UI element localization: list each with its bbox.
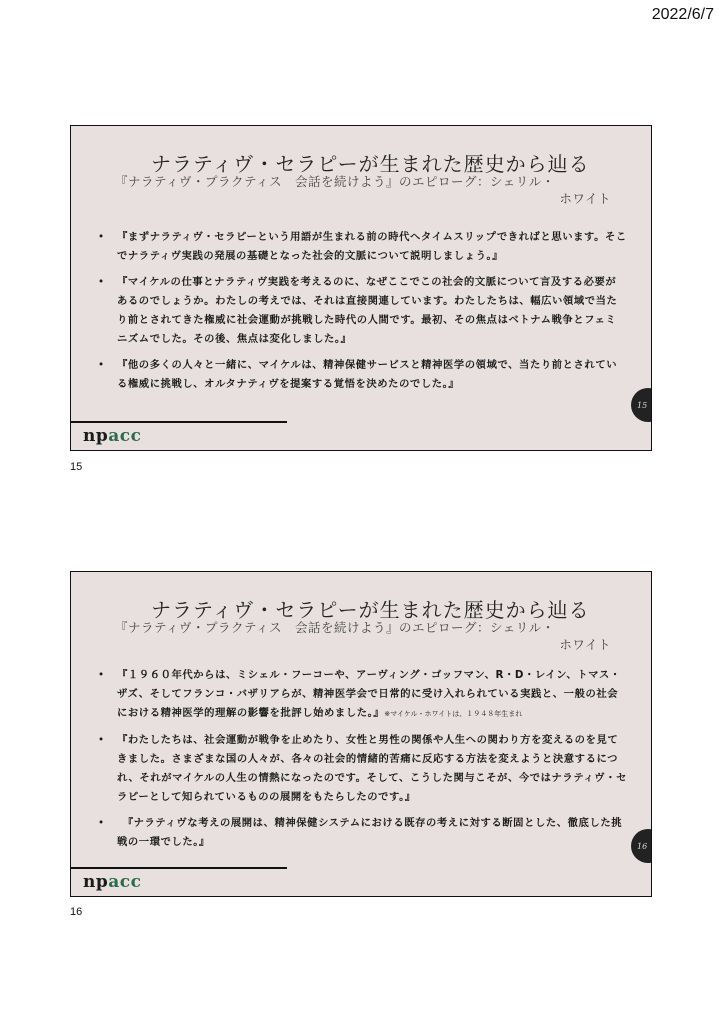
slide-subtitle — [115, 173, 611, 207]
slide-subtitle — [115, 619, 611, 653]
bullet-text: 『１９６０年代からは、ミシェル・フーコーや、アーヴィング・ゴッフマン、R・D・レイン、トマス・ザズ、そしてフランコ・バザリアらが、精神医学会で日常的に受け入れられている実践と、一般の社会における精神医学的理解の影響を批評し始めました。』 — [117, 669, 621, 719]
npacc-logo: npacc — [83, 872, 142, 892]
bullet-list — [95, 228, 627, 401]
slide-16 — [70, 571, 652, 897]
bullet-item — [95, 731, 627, 807]
page-number: 15 — [70, 461, 83, 473]
bullet-item — [95, 666, 627, 724]
npacc-logo: npacc — [83, 426, 142, 446]
page-number: 16 — [70, 906, 83, 918]
slide-number-badge: 15 — [631, 388, 652, 422]
slide-15 — [70, 125, 652, 451]
bullet-list — [95, 666, 627, 859]
subtitle-line-1: 『ナラティヴ・プラクティス 会話を続けよう』のエピローグ：シェリル・ — [115, 620, 555, 635]
bullet-text: 『まずナラティヴ・セラピーという用語が生まれる前の時代へタイムスリップできればと思います。そこでナラティヴ実践の発展の基礎となった社会的文脈について説明しましょう。』 — [117, 231, 627, 262]
bullet-note: ※マイケル・ホワイトは、１９４８年生まれ — [384, 710, 523, 718]
footer-divider — [71, 421, 287, 423]
bullet-text: 『わたしたちは、社会運動が戦争を止めたり、女性と男性の関係や人生への関わり方を変えるのを見てきました。さまざまな国の人々が、各々の社会的情緒的苦痛に反応する方法を変えようと決意するにつれ、それがマイケルの人生の情熱になったのです。そして、こうした関与こそが、今ではナラティヴ・セラピーとして知られているものの展開をもたらしたのです。』 — [117, 734, 627, 803]
bullet-text: 『マイケルの仕事とナラティヴ実践を考えるのに、なぜここでこの社会的文脈について言及する必要があるのでしょうか。わたしの考えでは、それは直接関連しています。わたしたちは、幅広い領域で当たり前とされてきた権威に社会運動が挑戦した時代の人間です。最初、その焦点はベトナム戦争とフェミニズムでした。その後、焦点は変化しました。』 — [117, 276, 618, 345]
slide-title: ナラティヴ・セラピーが生まれた歴史から辿る — [151, 152, 590, 176]
bullet-text: 『他の多くの人々と一緒に、マイケルは、精神保健サービスと精神医学の領域で、当たり前とされている権威に挑戦し、オルタナティヴを提案する覚悟を決めたのでした。』 — [117, 359, 618, 390]
footer-divider — [71, 867, 287, 869]
bullet-item — [95, 356, 627, 394]
subtitle-line-2: ホワイト — [559, 191, 611, 206]
slide-number-badge: 16 — [631, 829, 652, 863]
subtitle-line-1: 『ナラティヴ・プラクティス 会話を続けよう』のエピローグ：シェリル・ — [115, 174, 555, 189]
slide-title: ナラティヴ・セラピーが生まれた歴史から辿る — [151, 598, 590, 622]
bullet-item — [95, 814, 627, 852]
subtitle-line-2: ホワイト — [559, 637, 611, 652]
print-date: 2022/6/7 — [651, 6, 714, 23]
bullet-item — [95, 273, 627, 349]
bullet-item — [95, 228, 627, 266]
bullet-text: 『ナラティヴな考えの展開は、精神保健システムにおける既存の考えに対する断固とした、徹底した挑戦の一環でした。』 — [117, 817, 623, 848]
